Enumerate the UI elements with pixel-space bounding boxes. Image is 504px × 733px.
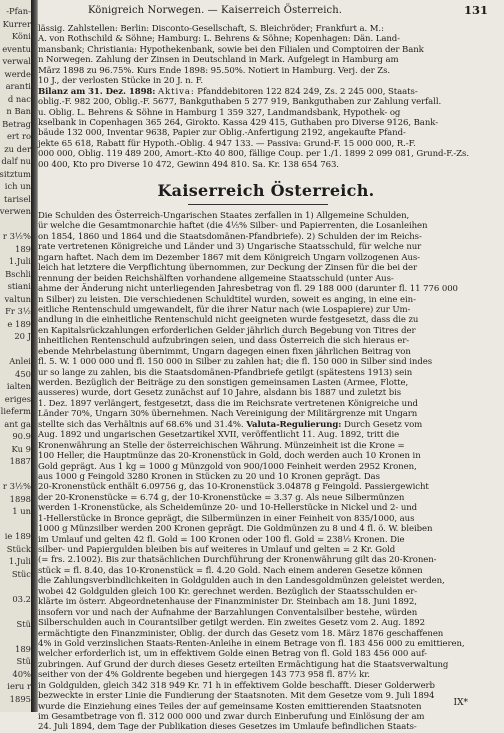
title-rule: [188, 204, 328, 205]
text-line: kselbank in Copenhagen 365 264, Girokto. Kassa 429 415, Guthaben pro Diverse 9126, Bank-: [38, 117, 439, 128]
text-line: jekte 65 618, Rabatt für Hypoth.-Oblig. 4 947 133. — Passiva: Grund-F. 15 000 000, R.-F.: [38, 138, 416, 149]
text-line: fl. 5. W. 1 000 000 und fl. 150 000 in Silber zu zahlen hat; die fl. 150 000 in Silber sind indes: [38, 357, 432, 368]
margin-fragment: ant ga: [4, 418, 31, 429]
running-title: Königreich Norwegen. — Kaiserreich Österreich.: [88, 5, 343, 16]
margin-fragment: stiani: [7, 281, 31, 291]
valuta-label: Valuta-Regulierung:: [246, 419, 342, 430]
margin-fragment: ieru r: [7, 681, 31, 691]
text-line: [38, 420, 494, 430]
text-line: in Goldgulden, gleich 342 318 949 Kr. 71 h in effektivem Golde beschafft. Dieser Golderwerb: [38, 680, 435, 691]
margin-fragment: 1895: [9, 693, 31, 704]
margin-fragment: Stü: [16, 618, 31, 629]
text-line: silber- und Papiergulden bleiben bis auf weiteres in Umlauf und gelten = 2 Kr. Gold: [38, 545, 396, 555]
text-line: u. Oblig. L. Behrens & Söhne in Hamburg 1 359 327, Landmandsbank, Hypothek- og: [38, 107, 401, 118]
margin-fragment: sitztum: [0, 168, 31, 179]
left-page-margin-fragments: [0, 0, 31, 712]
margin-fragment: -Pfan-: [6, 6, 31, 16]
text-line: im Gesamtbetrage von fl. 312 000 000 und zwar durch Einberufung und Einlösung der am: [38, 712, 425, 722]
text-line: leich hat letztere die Verpflichtung übernommen, zur Deckung der Zinsen für die bei der: [38, 263, 418, 274]
margin-fragment: Bschli: [5, 268, 31, 279]
margin-fragment: ich un: [4, 181, 31, 191]
margin-fragment: 1887: [9, 456, 31, 466]
margin-fragment: lieferm: [0, 406, 31, 416]
text-line: Länder 70%, Ungarn 30% übernehmen. Nach Vereinigung der Militärgrenze mit Ungarn: [38, 409, 418, 420]
text-line: on 1854, 1860 und 1864 und die Staatsdomänen-Pfandbriefe). 2) Schulden der im Reichs-: [38, 231, 422, 242]
margin-fragment: 90.9: [12, 431, 31, 441]
margin-fragment: r 3½%: [2, 481, 31, 491]
margin-fragment: e 189: [7, 318, 31, 329]
text-line: 1. Dez. 1897 verlängert, festgesetzt, dass die im Reichsrate vertretenen Königreiche und: [38, 398, 418, 409]
margin-fragment: ialten: [6, 381, 31, 391]
text-line: 1000 g Münzsilber werden 200 Kronen geprägt. Die Goldmünzen zu 8 und 4 fl. ö. W. bleiben: [38, 524, 433, 535]
margin-fragment: verwal: [2, 56, 31, 66]
text-line: bezweckte in erster Linie die Fundierung der Staatsnoten. Mit dem Gesetze vom 9. Juli 1894: [38, 691, 435, 702]
text-line: ahme der Änderung nicht unterliegenden Jahresbetrag von fl. 29 188 000 (darunter fl. 11 776 000: [38, 284, 458, 295]
margin-fragment: 450: [15, 368, 31, 379]
text-line: 1-Hellerstücke in Bronce geprägt, die Silbermünzen in einer Feinheit von 835/1000, aus: [38, 513, 415, 524]
margin-fragment: Stü: [16, 656, 31, 666]
margin-fragment: Ku 9: [11, 443, 31, 454]
text-line: ebende Mehrbelastung übernimmt, Ungarn dagegen einen fixen jährlichen Beitrag von: [38, 346, 411, 357]
text-line: bäude 132 000, Inventar 9638, Papier zur Oblig.-Anfertigung 2192, angekaufte Pfand-: [38, 128, 406, 139]
text-line: en Kapitalsrückzahlungen erforderlichen Gelder jährlich durch Begebung von Titres der: [38, 325, 416, 336]
margin-fragment: valtun: [4, 293, 31, 304]
norway-bond-section: [38, 24, 494, 170]
text-line: stück = fl. 8.40, das 10-Kronenstück = fl. 4.20 Gold. Nach einem anderen Gesetze können: [38, 565, 423, 576]
margin-fragment: aranti: [5, 81, 31, 91]
text-fragment: stellte sich das Verhältnis auf 68.6% und 31.4%.: [38, 419, 244, 430]
text-line: rate vertretenen Königreiche und Länder und 3) Ungarische Staatsschuld, für welche nur: [38, 242, 422, 253]
austria-body-text: [38, 211, 494, 733]
margin-fragment: verwen: [0, 206, 31, 216]
margin-fragment: Fr 3½: [5, 306, 31, 316]
text-line: klärte im österr. Abgeordnetenhause der Finanzminister Dr. Steinbach am 18. Juni 1892,: [38, 597, 417, 608]
text-line: Silberschulden auch in Courantsilber getilgt werden. Ein zweites Gesetz vom 2. Aug. 1892: [38, 618, 425, 629]
text-line: wobei 42 Goldgulden gleich 100 Kr. gerechnet werden. Bezüglich der Staatsschulden er-: [38, 586, 418, 597]
margin-fragment: werde: [4, 68, 31, 79]
margin-fragment: Köni: [11, 31, 31, 41]
text-line: 00 400, Kto pro Diverse 10 472, Gewinn 494 810. Sa. Kr. 138 654 763.: [38, 159, 339, 170]
text-line: (= frs. 2.1002). Bis zur thatsächlichen Durchführung der Kronenwährung gilt das 20-Kronen-: [38, 555, 437, 566]
text-line: werden 1-Kronenstücke, als Scheidemünze 20- und 10-Hellerstücke in Nickel und 2- und: [38, 503, 418, 514]
text-line: im Umlauf und gelten 42 fl. Gold = 100 Kronen oder 100 fl. Gold = 238⅓ Kronen. Die: [38, 534, 405, 545]
text-line: 24. Juli 1894, dem Tage der Publikation dieses Gesetzes im Umlaufe befindlichen Staats-: [38, 722, 417, 733]
margin-fragment: zu der: [4, 143, 31, 154]
margin-fragment: ie 189: [4, 531, 31, 541]
text-line: ür welche die Gesamtmonarchie haftet (die 4⅕% Silber- und Papierrenten, die Losanleihen: [38, 221, 428, 232]
text-line: Die Schulden des Österreich-Ungarischen Staates zerfallen in 1) Allgemeine Schulden,: [38, 211, 410, 221]
text-line: Kronenwährung an Stelle der österreichischen Währung. Münzeinheit ist die Krone =: [38, 440, 405, 451]
text-line: wurde die Einziehung eines Teiles der auf gemeinsame Kosten emittierenden Staatsnoten: [38, 701, 422, 712]
margin-fragment: 20 J: [14, 331, 31, 341]
margin-fragment: 03.2: [12, 593, 31, 604]
text-line: werden. Bezüglich der Beiträge zu den sonstigen gemeinsamen Lasten (Armee, Flotte,: [38, 378, 409, 388]
text-line: Gold geprägt. Aus 1 kg = 1000 g Münzgold von 900/1000 Feinheit werden 2952 Kronen,: [38, 461, 417, 472]
page-number: 131: [463, 3, 488, 17]
text-line: 4% in Gold verzinslichen Staats-Renten-Anleihe in einem Betrage von fl. 183 456 000 zu emittieren,: [38, 638, 465, 649]
margin-fragment: n Ban: [6, 106, 31, 116]
text-line: ur so lange zu zahlen, bis die Staatsdomänen-Pfandbriefe getilgt (spätestens 1913) sein: [38, 367, 413, 378]
margin-fragment: ert ro: [6, 131, 31, 141]
text-line: inheitlichen Rentenschuld aufzubringen seien, und dass Österreich die sich hieraus er-: [38, 336, 410, 347]
book-page: [38, 0, 498, 733]
text-line: der 20-Kronenstücke = 6.74 g, der 10-Kronenstücke = 3.37 g. Als neue Silbermünzen: [38, 492, 405, 503]
margin-fragment: 189: [15, 643, 31, 654]
margin-fragment: 1898: [9, 493, 31, 504]
margin-fragment: 40%: [12, 668, 31, 679]
bilanz-label: Bilanz am 31. Dez. 1898:: [38, 86, 156, 97]
text-line: welcher erforderlich ist, um in effektivem Golde einen Betrag von fl. Gold 183 456 000 auf-: [38, 649, 427, 660]
text-line: aus 1000 g Feingold 3280 Kronen in Stücken zu 20 und 10 Kronen geprägt. Das: [38, 471, 380, 482]
signature-mark: IX*: [453, 698, 468, 708]
text-line: lässig. Zahlstellen: Berlin: Disconto-Gesellschaft, S. Bleichröder; Frankfurt a. M.:: [38, 24, 384, 34]
text-line: n Norwegen. Zahlung der Zinsen in Deutschland in Mark. Aufgelegt in Hamburg am: [38, 55, 399, 66]
text-line: März 1898 zu 96.75%. Kurs Ende 1898: 95.50%. Notiert in Hamburg. Verj. der Zs.: [38, 65, 391, 76]
text-fragment: Durch Gesetz vom: [343, 419, 423, 430]
text-line: ngarn haftet. Nach dem im Dezember 1867 mit dem Königreich Ungarn vollzogenen Aus-: [38, 252, 420, 263]
margin-fragment: 1 un: [12, 506, 31, 516]
running-header: [38, 3, 490, 19]
text-line: seither von der 4% Goldrente begeben und hiergegen 143 773 958 fl. 87½ kr.: [38, 670, 370, 681]
margin-fragment: Kurrer: [2, 18, 31, 29]
margin-fragment: Anlei: [9, 356, 31, 366]
margin-fragment: eventu: [2, 43, 31, 54]
text-line: die Zahlungsverbindlichkeiten in Goldgulden auch in den Landesgoldmünzen geleistet werden,: [38, 576, 445, 587]
text-line: eitliche Rentenschuld umgewandelt, für die ihrer Natur nach (wie Lospapiere) zur Um-: [38, 304, 411, 315]
text-line: oblig.-F. 982 200, Oblig.-F. 5677, Bankguthaben 5 277 919, Bankguthaben zur Zahlung verfall.: [38, 97, 442, 108]
section-title: Kaiserreich Österreich.: [157, 181, 375, 200]
text-line: ausseres) wurde, dort Gesetz zunächst auf 10 Jahre, alsdann bis 1887 und zuletzt bis: [38, 388, 402, 399]
margin-fragment: Betrag: [2, 118, 31, 129]
margin-fragment: Stück: [6, 543, 31, 554]
text-line: 100 Heller, die Hauptmünze das 20-Kronenstück in Gold, doch werden auch 10 Kronen in: [38, 451, 421, 462]
text-line: zubringen. Auf Grund der durch dieses Gesetz erteilten Ermächtigung hat die Staatsverwaltung: [38, 659, 449, 670]
margin-fragment: tarisel: [4, 193, 31, 204]
text-line: n Silber) zu leisten. Die verschiedenen Schuldtitel wurden, soweit es anging, in eine ein-: [38, 294, 416, 305]
text-line: insofern vor und nach der Aufnahme der Barzahlungen Conventalsilber bestehe, würden: [38, 607, 418, 618]
margin-fragment: 1.Juli: [8, 556, 31, 566]
margin-fragment: r 3½%: [2, 231, 31, 241]
aktiva-label: Aktiva:: [158, 86, 195, 97]
margin-fragment: 189: [15, 243, 31, 254]
bilanz-text: Pfanddebitoren 122 824 249, Zs. 2 245 000, Staats-: [197, 86, 418, 97]
text-line: Aug. 1892 und ungarischen Gesetzartikel XVII, veröffentlicht 11. Aug. 1892, tritt die: [38, 430, 400, 441]
bilanz-line: [38, 87, 494, 97]
text-line: mansbank; Christiania: Hypothekenbank, sowie bei den Filialen und Comptoiren der Bank: [38, 44, 424, 55]
margin-fragment: d nac: [7, 93, 31, 104]
margin-fragment: Stüc: [11, 568, 31, 579]
margin-fragment: dalf nu: [1, 156, 31, 166]
margin-fragment: 1.Juli: [8, 256, 31, 266]
text-line: andlung in die einheitliche Rentenschuld nicht geeigneten wurde festgesetzt, dass die zu: [38, 315, 419, 326]
text-line: rennung der beiden Reichshälften vorhandene allgemeine Staatsschuld (unter Aus-: [38, 273, 394, 284]
text-line: A. von Rothschild & Söhne; Hamburg: L. Behrens & Söhne; Kopenhagen: Dän. Land-: [38, 34, 400, 45]
book-binding-shadow: [31, 0, 38, 712]
text-line: ermächtigte den Finanzminister, Oblig. der durch das Gesetz vom 18. März 1876 geschaffenen: [38, 628, 444, 639]
margin-fragment: eriges: [4, 393, 31, 404]
text-line: 20-Kronenstück enthält 6.09756 g, das 10-Kronenstück 3.04878 g Feingold. Passiergewicht: [38, 482, 429, 493]
text-line: 10 J., der verlosten Stücke in 20 J. n. F.: [38, 76, 203, 87]
text-line: 000 000, Oblig. 119 489 200, Amort.-Kto 40 800, fällige Coup. per 1./1. 1899 2 099 081, Grund-F.-Zs.: [38, 149, 469, 160]
